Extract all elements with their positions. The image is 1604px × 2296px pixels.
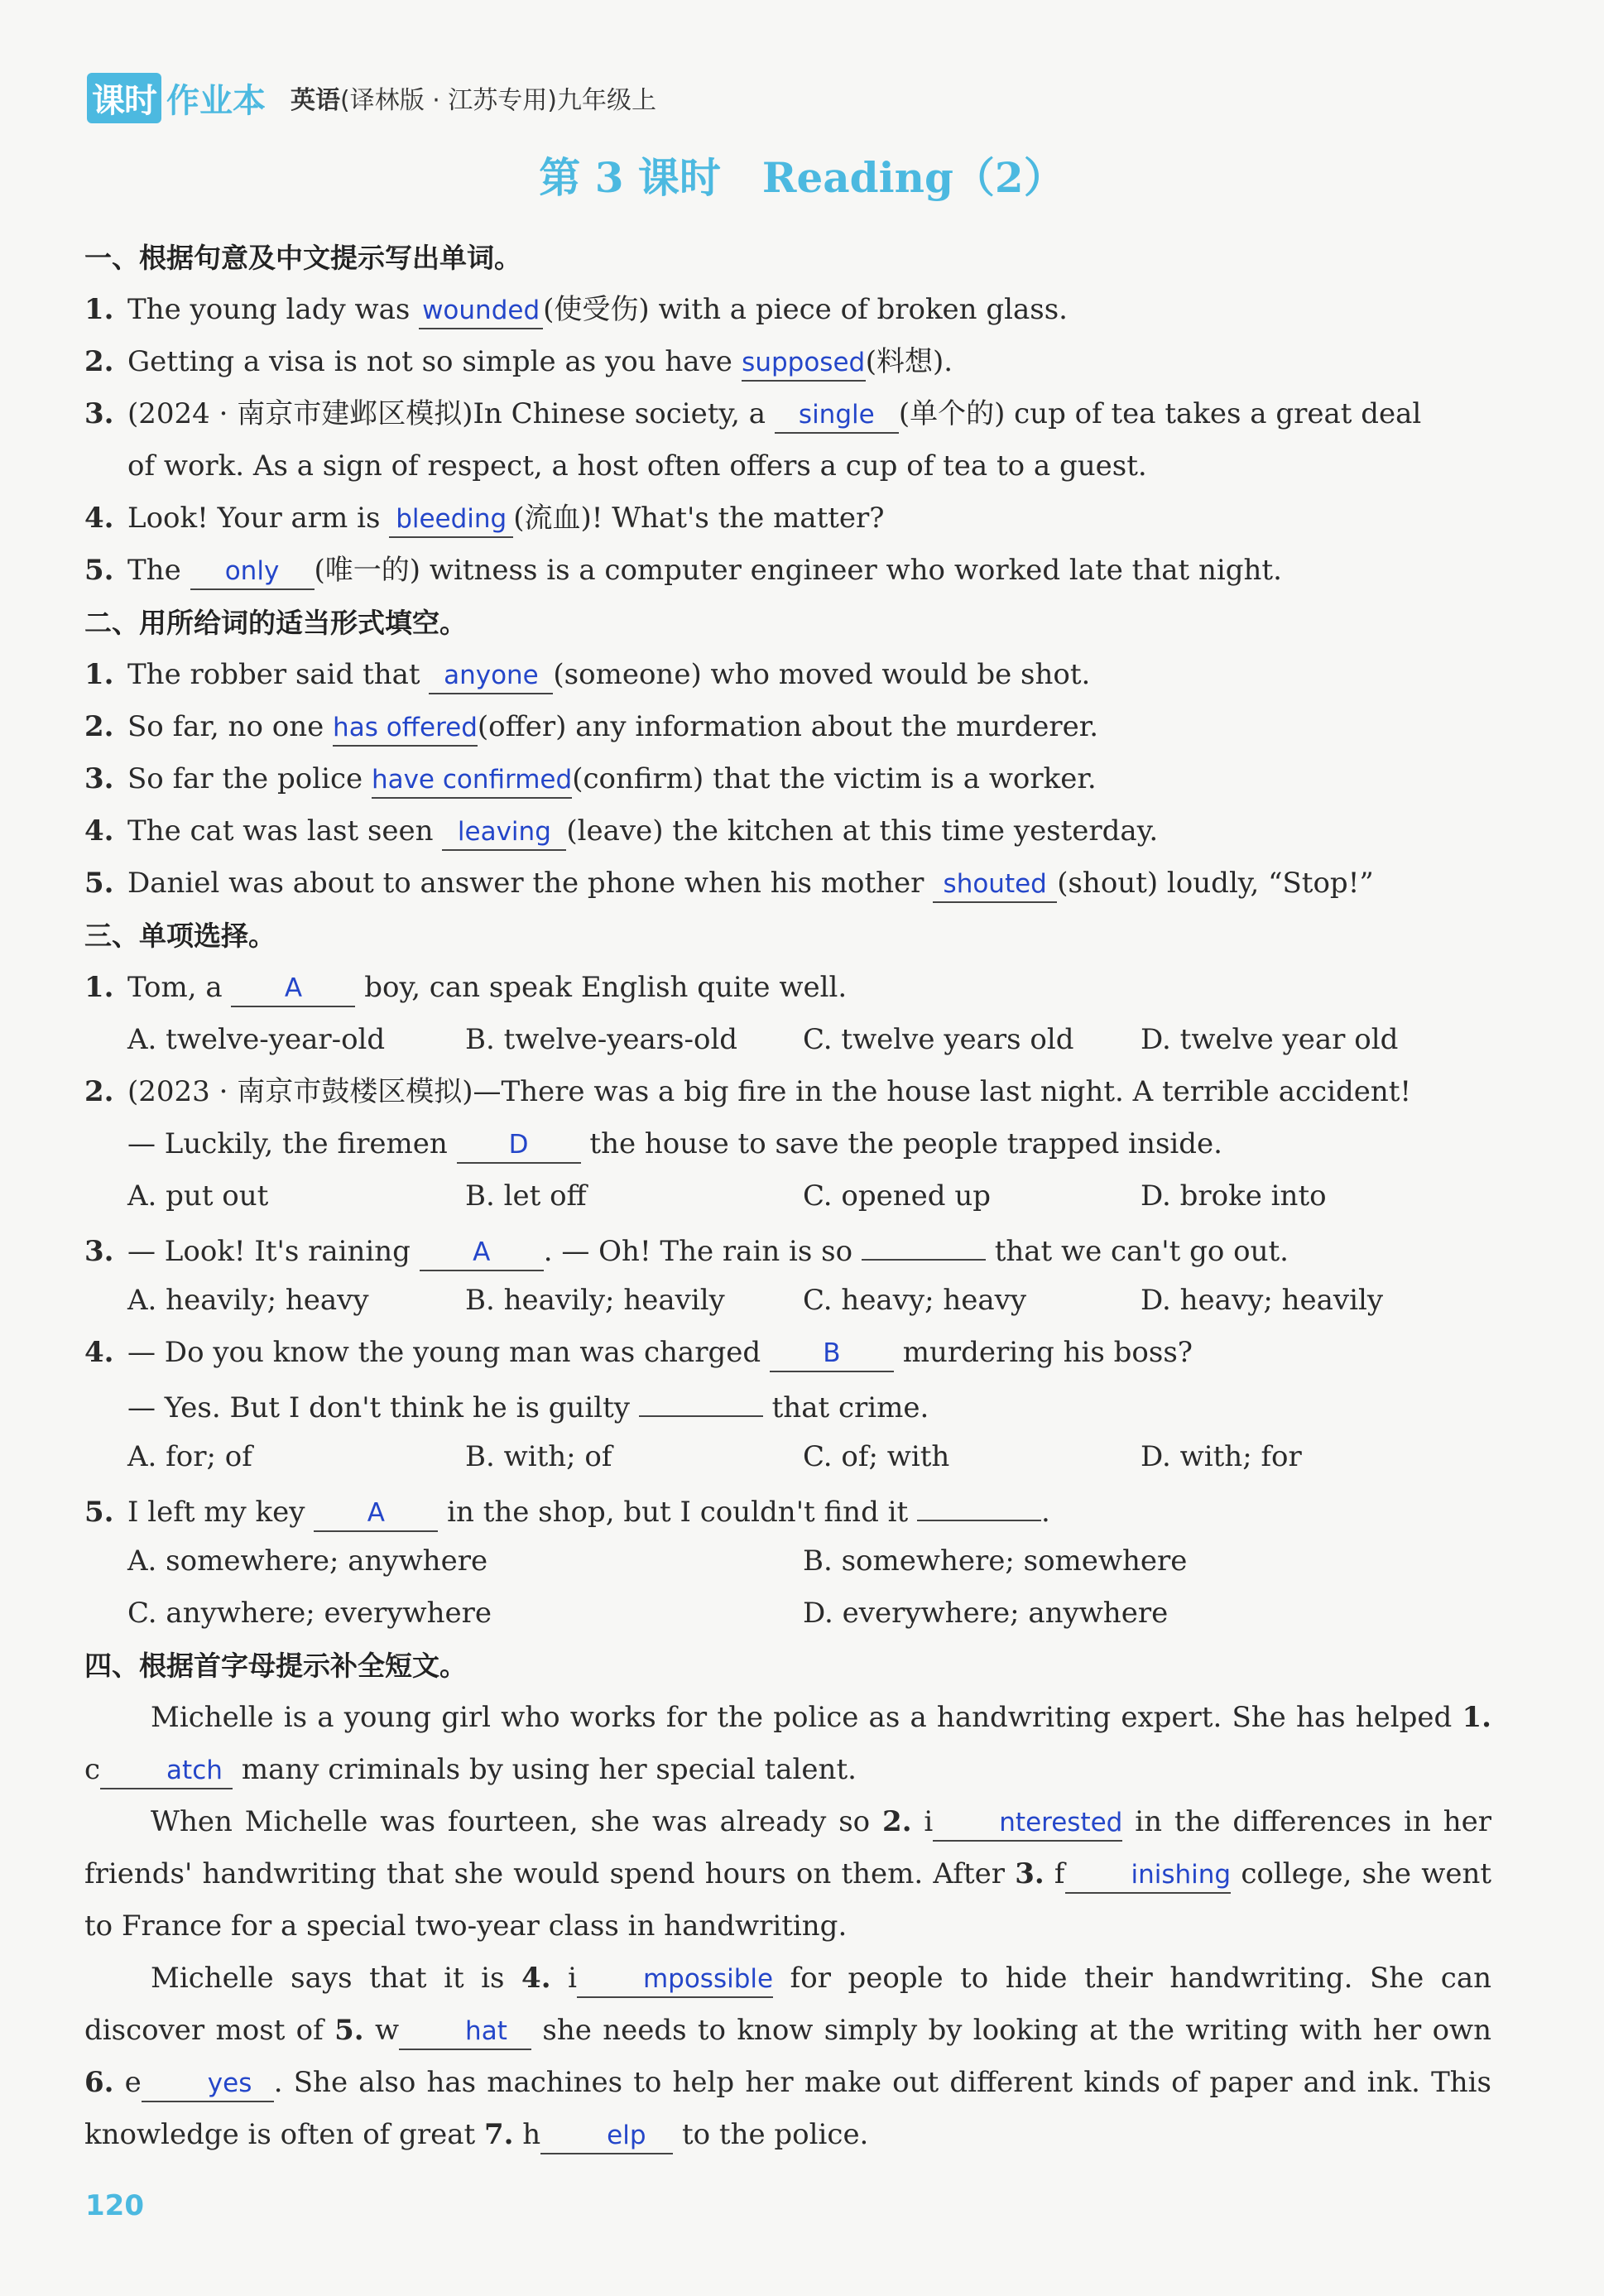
option-a[interactable]: A. heavily; heavy (127, 1284, 369, 1317)
s3-q5-options-row1 (84, 1535, 1491, 1588)
question-text: (offer) any information about the murderer. (477, 710, 1099, 743)
page-number: 120 (85, 2189, 144, 2222)
empty-blank[interactable] (862, 1222, 986, 1261)
s3-question-5 (84, 1483, 1491, 1535)
answer: bleeding (396, 504, 507, 534)
question-text: (confirm) that the victim is a worker. (572, 762, 1097, 795)
logo (87, 73, 266, 123)
option-d[interactable]: D. everywhere; anywhere (803, 1597, 1169, 1630)
answer: A (473, 1237, 491, 1267)
answer-blank[interactable] (933, 865, 1057, 903)
question-text: (shout) loudly, “Stop!” (1057, 867, 1374, 900)
blank-number: 7. (483, 2118, 514, 2151)
answer: D (508, 1130, 529, 1160)
passage-paragraph-1 (84, 1692, 1491, 1796)
question-text: (leave) the kitchen at this time yesterday. (566, 814, 1159, 848)
answer: only (224, 556, 280, 586)
answer-blank[interactable] (1065, 1856, 1232, 1894)
question-number: 1. (84, 293, 114, 326)
blank-number: 5. (334, 2014, 364, 2047)
s3-question-3 (84, 1222, 1491, 1275)
option-a[interactable]: A. for; of (127, 1440, 252, 1473)
subject: 英语 (291, 86, 340, 115)
answer-blank[interactable] (190, 552, 315, 590)
answer-blank[interactable] (577, 1960, 773, 1998)
question-text: Tom, a (127, 971, 223, 1004)
answer: yes (207, 2068, 252, 2098)
s1-question-1 (84, 284, 1491, 336)
answer-blank[interactable] (419, 291, 543, 329)
question-text: murdering his boss? (902, 1336, 1193, 1369)
answer-blank[interactable] (314, 1494, 438, 1532)
option-a[interactable]: A. put out (127, 1179, 269, 1213)
answer-blank[interactable] (933, 1804, 1122, 1842)
answer-blank[interactable] (775, 396, 899, 434)
question-text: (单个的) cup of tea takes a great deal (898, 397, 1422, 430)
question-text: The cat was last seen (127, 814, 434, 848)
question-number: 5. (84, 867, 114, 900)
option-c[interactable]: C. twelve years old (803, 1023, 1074, 1056)
question-text: (流血)! What's the matter? (513, 502, 885, 535)
logo-text: 作业本 (166, 81, 266, 120)
s2-question-4 (84, 805, 1491, 857)
question-text: The young lady was (127, 293, 411, 326)
question-text: I left my key (127, 1496, 305, 1529)
exercise-content (84, 232, 1491, 2161)
initial-letter: w (374, 2014, 400, 2047)
question-text: (唯一的) witness is a computer engineer who worked late that night. (314, 554, 1282, 587)
s3-question-4-reply (84, 1379, 1491, 1431)
s1-question-4 (84, 492, 1491, 545)
option-d[interactable]: D. broke into (1141, 1179, 1327, 1213)
edition: (译林版 · 江苏专用)九年级上 (340, 86, 657, 115)
option-d[interactable]: D. with; for (1141, 1440, 1302, 1473)
s3-q4-options (84, 1431, 1491, 1483)
answer-blank[interactable] (429, 656, 553, 694)
answer: B (823, 1338, 841, 1368)
initial-letter: i (568, 1962, 577, 1995)
passage-text: college, she went to France (84, 1857, 1492, 1943)
question-number: 1. (84, 971, 114, 1004)
option-c[interactable]: C. of; with (803, 1440, 950, 1473)
question-text: — Do you know the young man was charged (127, 1336, 761, 1369)
s3-q1-options (84, 1014, 1491, 1066)
question-number: 2. (84, 345, 114, 378)
blank-number: 2. (882, 1805, 912, 1838)
s2-question-1 (84, 649, 1491, 701)
question-number: 1. (84, 658, 114, 691)
blank-number: 6. (84, 2066, 114, 2099)
answer-blank[interactable] (142, 2064, 274, 2102)
passage-text: handwriting that she would spend hours on them. After (202, 1857, 1005, 1890)
question-text: (someone) who moved would be shot. (553, 658, 1091, 691)
initial-letter: i (924, 1805, 934, 1838)
answer-blank[interactable] (442, 813, 566, 851)
question-number: 3. (84, 397, 114, 430)
answer: inishing (1131, 1860, 1232, 1890)
answer: shouted (943, 869, 1047, 899)
passage-text: for a special two-year class in handwriting. (230, 1909, 848, 1943)
question-text: the house to save the people trapped inside. (589, 1127, 1222, 1160)
answer-blank[interactable] (231, 969, 355, 1007)
passage-text: Michelle says that it is (151, 1962, 505, 1995)
question-number: 5. (84, 1496, 114, 1529)
option-b[interactable]: B. let off (465, 1179, 587, 1213)
question-text: So far the police (127, 762, 363, 795)
empty-blank[interactable] (917, 1483, 1041, 1521)
initial-letter: f (1054, 1857, 1065, 1890)
s3-question-1 (84, 962, 1491, 1014)
s1-question-3-cont: of work. As a sign of respect, a host often offers a cup of tea to a guest. (127, 449, 1147, 483)
section-2-title: 二、用所给词的适当形式填空。 (84, 607, 467, 639)
answer: hat (465, 2016, 507, 2046)
blank-number: 4. (521, 1962, 551, 1995)
blank-number: 1. (1462, 1701, 1491, 1734)
section-1-title: 一、根据句意及中文提示写出单词。 (84, 242, 521, 274)
s3-question-2 (84, 1066, 1491, 1118)
passage-text: she needs to know simply by looking at the writing with her own (542, 2014, 1492, 2047)
s3-q2-options (84, 1170, 1491, 1222)
s2-question-3 (84, 753, 1491, 805)
lesson-title: 第 3 课时 Reading（2） (539, 153, 1065, 202)
option-d[interactable]: D. heavy; heavily (1141, 1284, 1384, 1317)
answer-blank[interactable] (399, 2012, 531, 2050)
answer-blank[interactable] (372, 761, 572, 799)
answer: supposed (742, 348, 866, 377)
answer-blank[interactable] (742, 343, 866, 382)
question-text: boy, can speak English quite well. (364, 971, 848, 1004)
question-text: in the shop, but I couldn't find it (447, 1496, 909, 1529)
passage-text: for people to hide their handwriting. She can discover (84, 1962, 1492, 2047)
question-text: (料想). (865, 345, 953, 378)
answer: leaving (457, 817, 551, 847)
s2-question-5 (84, 857, 1491, 910)
passage-text: many criminals by using her special talent. (241, 1753, 857, 1786)
answer: atch (166, 1756, 223, 1785)
option-c[interactable]: C. heavy; heavy (803, 1284, 1027, 1317)
answer-blank[interactable] (420, 1233, 544, 1271)
passage-text: . She also has machines to help her make out different kinds of paper and ink. This (273, 2066, 1491, 2099)
option-c[interactable]: C. anywhere; everywhere (127, 1597, 492, 1630)
question-text: The robber said that (127, 658, 420, 691)
option-d[interactable]: D. twelve year old (1141, 1023, 1399, 1056)
question-number: 3. (84, 1235, 114, 1268)
answer-blank[interactable] (457, 1126, 581, 1164)
answer: elp (607, 2121, 646, 2150)
question-text: — Look! It's raining (127, 1235, 411, 1268)
initial-letter: c (84, 1753, 101, 1786)
answer-blank[interactable] (540, 2116, 673, 2154)
option-b[interactable]: B. twelve-years-old (465, 1023, 738, 1056)
passage-text: Michelle is a young girl who works for the police as a handwriting expert. She has helped (151, 1701, 1453, 1734)
answer: wounded (422, 295, 540, 325)
question-text: The (127, 554, 181, 587)
option-b[interactable]: B. with; of (465, 1440, 612, 1473)
s3-q5-options-row2 (84, 1588, 1491, 1640)
question-text: Getting a visa is not so simple as you have (127, 345, 732, 378)
empty-blank[interactable] (639, 1379, 763, 1417)
answer: A (284, 973, 303, 1003)
question-text: (2024 · 南京市建邺区模拟)In Chinese society, a (127, 397, 766, 430)
option-a[interactable]: A. somewhere; anywhere (127, 1544, 488, 1578)
question-number: 4. (84, 1336, 114, 1369)
initial-letter: h (522, 2118, 541, 2151)
answer: A (367, 1498, 385, 1528)
option-c[interactable]: C. opened up (803, 1179, 992, 1213)
passage-text: most of (215, 2014, 324, 2047)
answer-blank[interactable] (770, 1334, 894, 1372)
question-text: that we can't go out. (994, 1235, 1289, 1268)
answer: single (798, 400, 875, 430)
answer: mpossible (642, 1964, 774, 1994)
question-number: 2. (84, 1075, 114, 1108)
question-text: . (1041, 1496, 1050, 1529)
s3-q3-options (84, 1275, 1491, 1327)
question-text: . — Oh! The rain is so (543, 1235, 853, 1268)
question-text: Daniel was about to answer the phone when his mother (127, 867, 924, 900)
answer: anyone (444, 660, 539, 690)
blank-number: 3. (1015, 1857, 1045, 1890)
question-text: (2023 · 南京市鼓楼区模拟)—There was a big fire in the house last night. A terrible accident! (127, 1075, 1412, 1108)
answer: has offered (333, 713, 478, 742)
initial-letter: e (124, 2066, 142, 2099)
book-subtitle (291, 79, 656, 116)
question-text: — Luckily, the firemen (127, 1127, 448, 1160)
s1-question-5 (84, 545, 1491, 597)
s3-question-2-reply (84, 1118, 1491, 1170)
option-a[interactable]: A. twelve-year-old (127, 1023, 386, 1056)
passage-text: to the police. (681, 2118, 869, 2151)
question-number: 5. (84, 554, 114, 587)
question-number: 4. (84, 814, 114, 848)
header (87, 73, 656, 122)
logo-box: 课时 (87, 73, 161, 123)
passage (84, 1692, 1491, 2161)
section-3-title: 三、单项选择。 (84, 920, 276, 952)
answer-blank[interactable] (333, 708, 478, 747)
s2-question-2 (84, 701, 1491, 753)
answer-blank[interactable] (389, 500, 513, 538)
option-b[interactable]: B. somewhere; somewhere (803, 1544, 1188, 1578)
passage-text: knowledge is often of great (84, 2118, 476, 2151)
question-text: So far, no one (127, 710, 324, 743)
s1-question-3 (84, 388, 1491, 440)
option-b[interactable]: B. heavily; heavily (465, 1284, 725, 1317)
answer-blank[interactable] (100, 1751, 233, 1789)
question-text: Look! Your arm is (127, 502, 381, 535)
question-text: (使受伤) with a piece of broken glass. (543, 293, 1068, 326)
passage-text: When Michelle was fourteen, she was already so (151, 1805, 871, 1838)
answer: nterested (999, 1808, 1123, 1837)
question-text: — Yes. But I don't think he is guilty (127, 1391, 631, 1424)
question-text: that crime. (771, 1391, 929, 1424)
passage-paragraph-2 (84, 1796, 1491, 1953)
s3-question-4 (84, 1327, 1491, 1379)
question-number: 3. (84, 762, 114, 795)
question-number: 4. (84, 502, 114, 535)
question-number: 2. (84, 710, 114, 743)
s1-question-2 (84, 336, 1491, 388)
answer: have confirmed (371, 765, 573, 795)
passage-text: in the differences in her friends' (84, 1805, 1491, 1890)
passage-paragraph-3 (84, 1953, 1491, 2161)
section-4-title: 四、根据首字母提示补全短文。 (84, 1650, 467, 1682)
